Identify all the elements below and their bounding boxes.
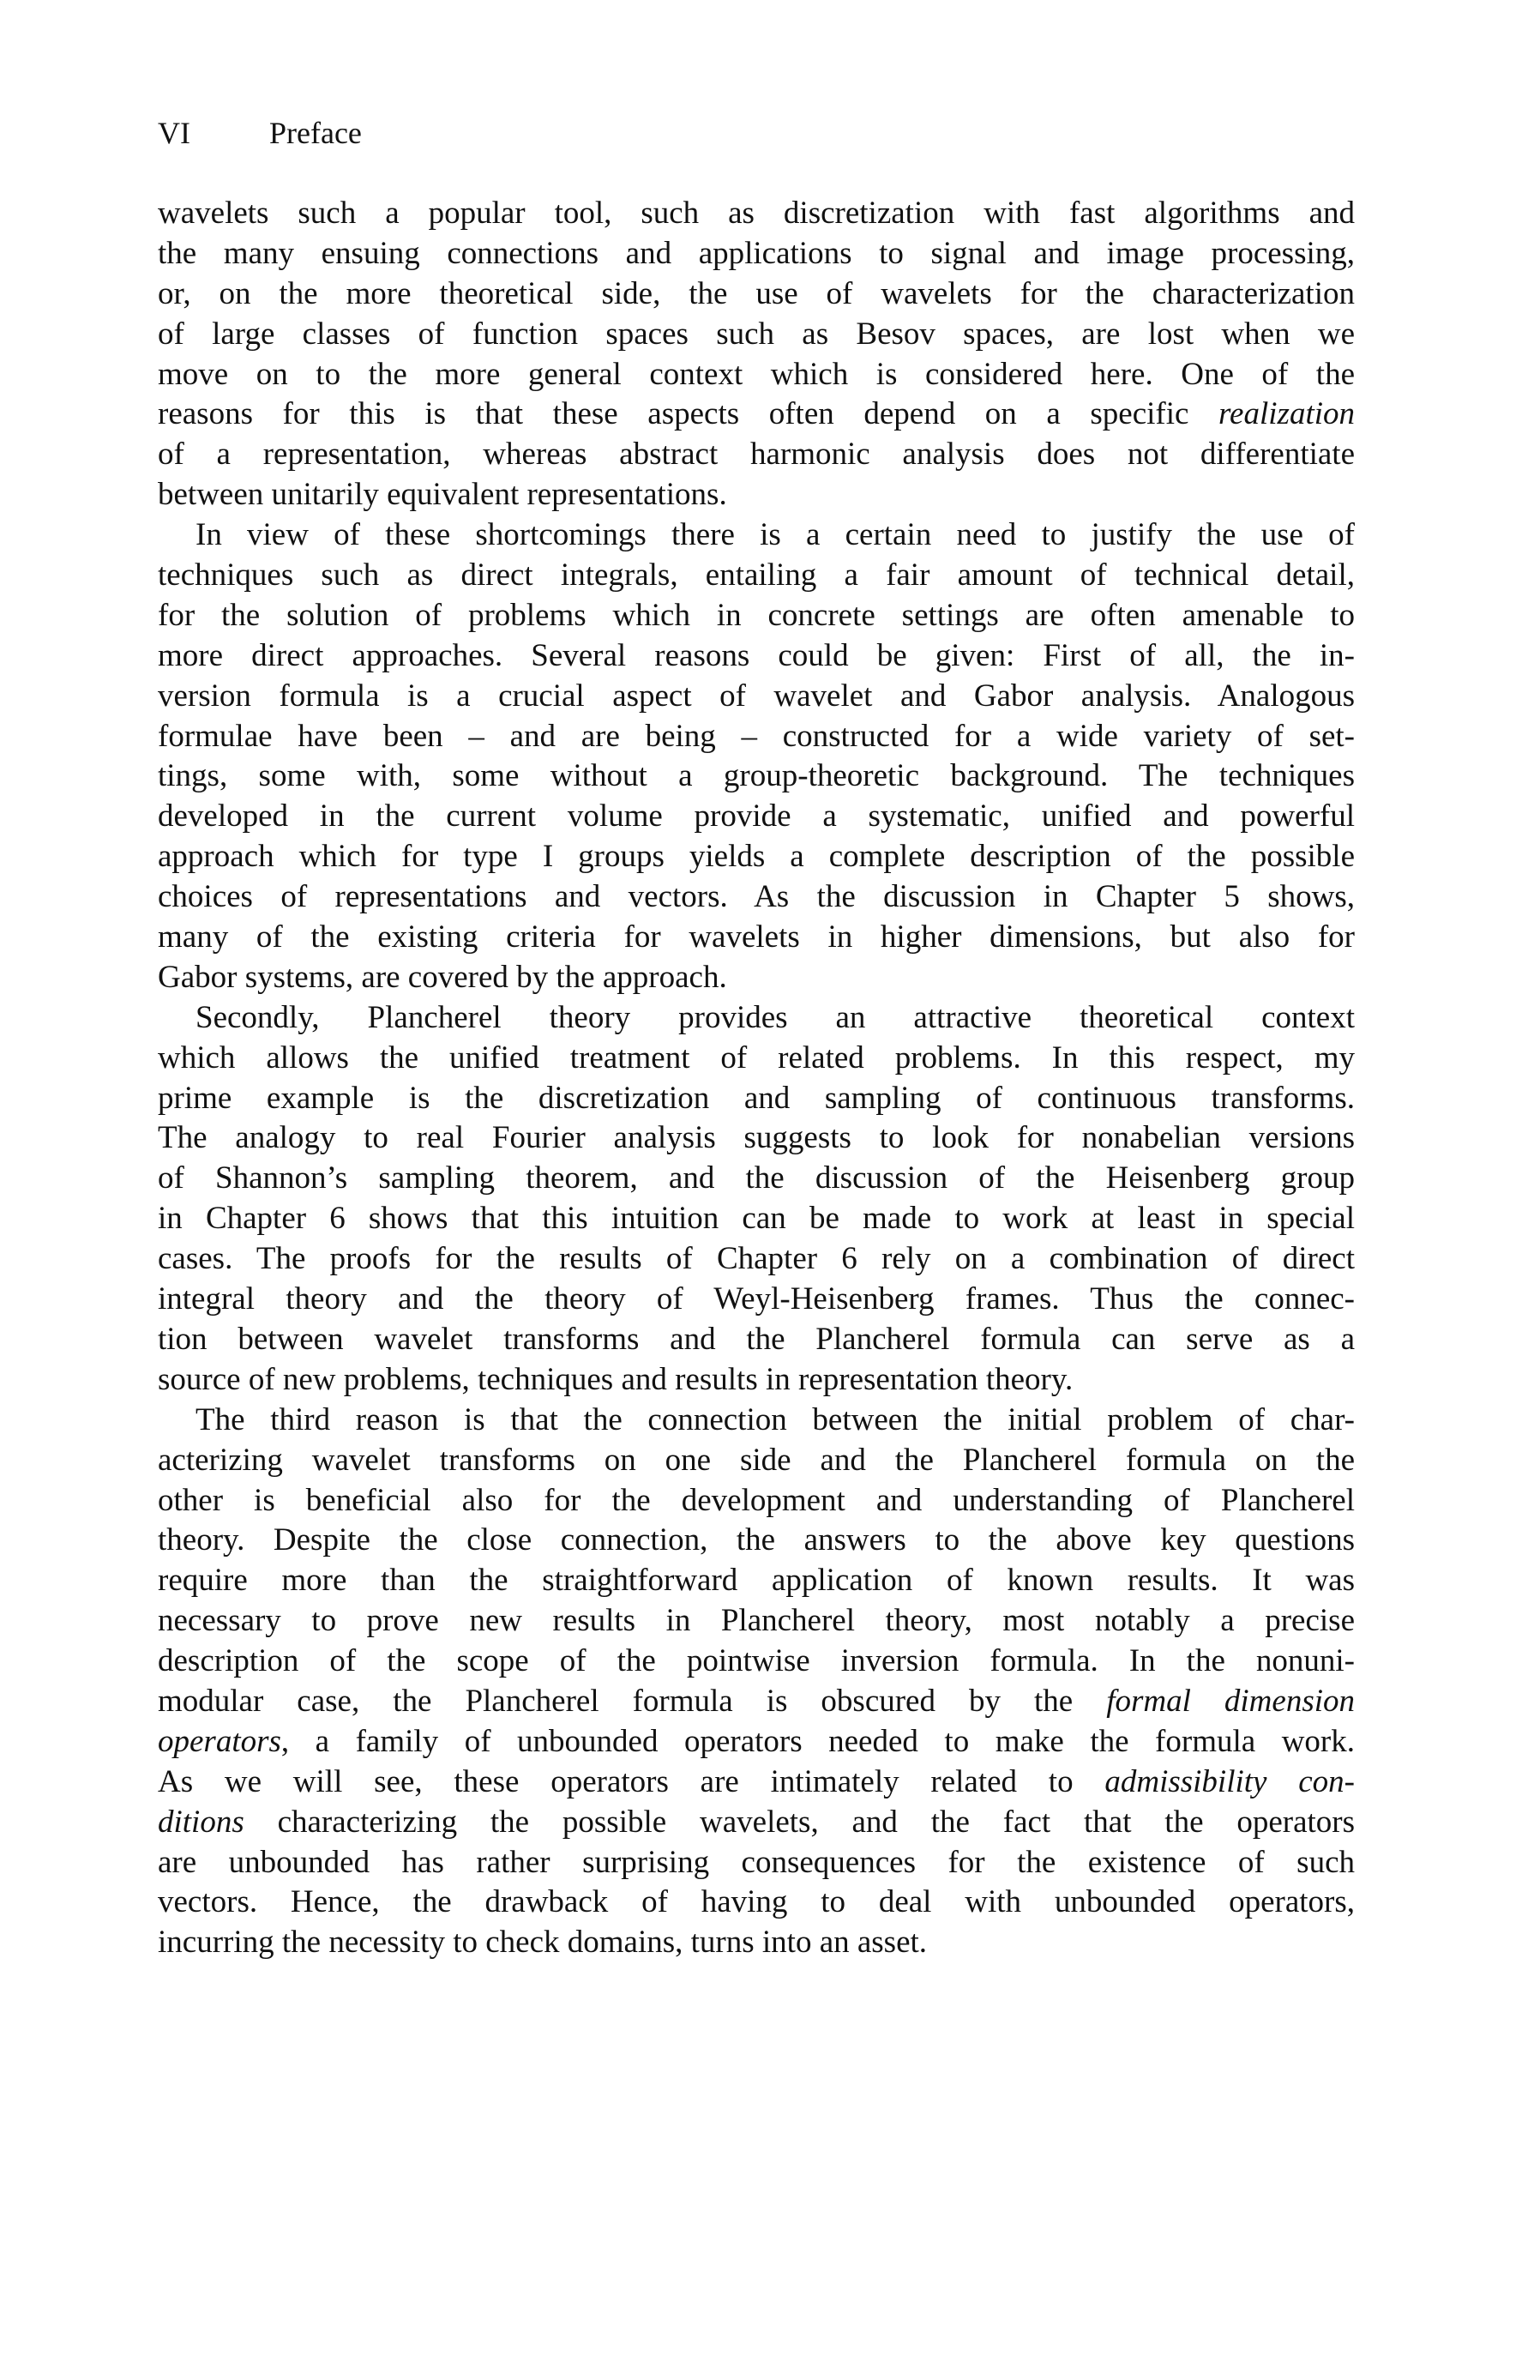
text-line	[158, 1039, 1355, 1079]
text-run: require more than the straightforward application of known results. It was	[158, 1563, 1355, 1599]
text-run: As we will see, these operators are intimately related to	[158, 1763, 1105, 1799]
text-line	[158, 918, 1355, 958]
paragraph	[158, 998, 1355, 1401]
text-line	[158, 556, 1355, 596]
text-run: other is beneficial also for the development and understanding of Plancherel	[158, 1482, 1355, 1518]
paragraph	[158, 194, 1355, 515]
text-line	[158, 1722, 1355, 1762]
emphasized-term: ditions	[158, 1804, 244, 1840]
text-run: or, on the more theoretical side, the use of wavelets for the characterization	[158, 275, 1355, 311]
text-line	[158, 1159, 1355, 1199]
text-run: tings, some with, some without a group-theoretic background. The techniques	[158, 758, 1355, 794]
text-run: The analogy to real Fourier analysis suggests to look for nonabelian versions	[158, 1120, 1355, 1156]
emphasized-term: admissibility con-	[1104, 1763, 1355, 1799]
text-run: in Chapter 6 shows that this intuition can be made to work at least in special	[158, 1201, 1355, 1237]
text-line	[158, 837, 1355, 877]
text-line	[158, 234, 1355, 274]
text-line	[158, 636, 1355, 677]
text-line	[158, 877, 1355, 918]
text-run: vectors. Hence, the drawback of having to deal with unbounded operators,	[158, 1884, 1355, 1920]
text-run: many of the existing criteria for wavelets in higher dimensions, but also for	[158, 919, 1355, 955]
text-line	[158, 1199, 1355, 1239]
text-line	[158, 1883, 1355, 1923]
text-run: source of new problems, techniques and results in representation theory.	[158, 1361, 1074, 1397]
text-line	[158, 998, 1355, 1039]
text-line	[158, 395, 1355, 435]
text-line	[158, 1601, 1355, 1642]
text-line	[158, 756, 1355, 797]
text-line	[158, 1521, 1355, 1561]
text-line	[158, 717, 1355, 757]
text-line	[158, 1118, 1355, 1159]
text-line	[158, 274, 1355, 315]
text-line	[158, 1280, 1355, 1320]
text-run: tion between wavelet transforms and the Plancherel formula can serve as a	[158, 1321, 1355, 1357]
text-line	[158, 475, 1355, 515]
text-line	[158, 1923, 1355, 1963]
text-run: choices of representations and vectors. As the discussion in Chapter 5 shows,	[158, 879, 1355, 915]
text-line	[158, 194, 1355, 234]
text-run: of Shannon’s sampling theorem, and the discussion of the Heisenberg group	[158, 1160, 1355, 1196]
text-run: In view of these shortcomings there is a certain need to justify the use of	[196, 517, 1355, 553]
text-line	[158, 1642, 1355, 1682]
text-run: of a representation, whereas abstract harmonic analysis does not differentiate	[158, 437, 1355, 473]
preface-body-text	[158, 194, 1355, 1963]
text-line	[158, 596, 1355, 636]
text-run: , a family of unbounded operators needed to make the formula work.	[280, 1723, 1355, 1759]
text-run: developed in the current volume provide a systematic, unified and powerful	[158, 798, 1355, 835]
text-run: characterizing the possible wavelets, and the fact that the operators	[244, 1804, 1355, 1840]
text-run: formulae have been – and are being – constructed for a wide variety of set-	[158, 718, 1355, 754]
text-run: description of the scope of the pointwise inversion formula. In the nonuni-	[158, 1643, 1355, 1679]
text-run: necessary to prove new results in Plancherel theory, most notably a precise	[158, 1603, 1355, 1639]
text-line	[158, 958, 1355, 998]
text-line	[158, 1561, 1355, 1601]
text-line	[158, 515, 1355, 556]
text-line	[158, 677, 1355, 717]
text-run: version formula is a crucial aspect of wavelet and Gabor analysis. Analogous	[158, 678, 1355, 714]
text-run: Gabor systems, are covered by the approach.	[158, 959, 727, 995]
text-line	[158, 797, 1355, 837]
text-line	[158, 1320, 1355, 1360]
text-run: move on to the more general context which is considered here. One of the	[158, 356, 1355, 392]
text-run: Secondly, Plancherel theory provides an attractive theoretical context	[196, 999, 1355, 1035]
page-number: VI	[158, 116, 190, 150]
emphasized-term: realization	[1218, 396, 1355, 432]
text-run: between unitarily equivalent representations.	[158, 477, 727, 513]
text-line	[158, 1360, 1355, 1401]
text-line	[158, 1762, 1355, 1803]
text-run: are unbounded has rather surprising consequences for the existence of such	[158, 1844, 1355, 1880]
text-run: The third reason is that the connection between the initial problem of char-	[196, 1401, 1355, 1437]
emphasized-term: operators	[158, 1723, 281, 1759]
text-line	[158, 435, 1355, 475]
text-line	[158, 1079, 1355, 1119]
text-run: integral theory and the theory of Weyl-Heisenberg frames. Thus the connec-	[158, 1281, 1355, 1317]
emphasized-term: formal dimension	[1106, 1683, 1356, 1719]
text-run: theory. Despite the close connection, the answers to the above key questions	[158, 1522, 1355, 1558]
text-run: acterizing wavelet transforms on one side and the Plancherel formula on the	[158, 1442, 1355, 1478]
text-run: reasons for this is that these aspects often depend on a specific	[158, 396, 1219, 432]
text-run: approach which for type I groups yields a complete description of the possible	[158, 839, 1355, 875]
text-line	[158, 1843, 1355, 1883]
text-run: the many ensuing connections and applications to signal and image processing,	[158, 235, 1355, 271]
text-line	[158, 1682, 1355, 1722]
text-run: prime example is the discretization and sampling of continuous transforms.	[158, 1080, 1355, 1116]
text-line	[158, 1441, 1355, 1481]
text-line	[158, 315, 1355, 355]
text-run: incurring the necessity to check domains, turns into an asset.	[158, 1925, 928, 1961]
text-run: techniques such as direct integrals, entailing a fair amount of technical detail,	[158, 557, 1355, 593]
text-run: more direct approaches. Several reasons could be given: First of all, the in-	[158, 637, 1355, 673]
text-run: cases. The proofs for the results of Chapter 6 rely on a combination of direct	[158, 1241, 1355, 1277]
paragraph	[158, 515, 1355, 998]
running-header	[158, 113, 362, 153]
text-run: for the solution of problems which in concrete settings are often amenable to	[158, 597, 1355, 633]
text-run: wavelets such a popular tool, such as discretization with fast algorithms and	[158, 196, 1355, 231]
text-run: of large classes of function spaces such as Besov spaces, are lost when we	[158, 316, 1355, 352]
text-line	[158, 355, 1355, 395]
text-line	[158, 1401, 1355, 1441]
text-line	[158, 1481, 1355, 1521]
text-line	[158, 1239, 1355, 1280]
text-run: which allows the unified treatment of related problems. In this respect, my	[158, 1039, 1355, 1076]
text-line	[158, 1803, 1355, 1843]
running-title: Preface	[269, 116, 362, 150]
paragraph	[158, 1401, 1355, 1963]
text-run: modular case, the Plancherel formula is obscured by the	[158, 1683, 1107, 1719]
